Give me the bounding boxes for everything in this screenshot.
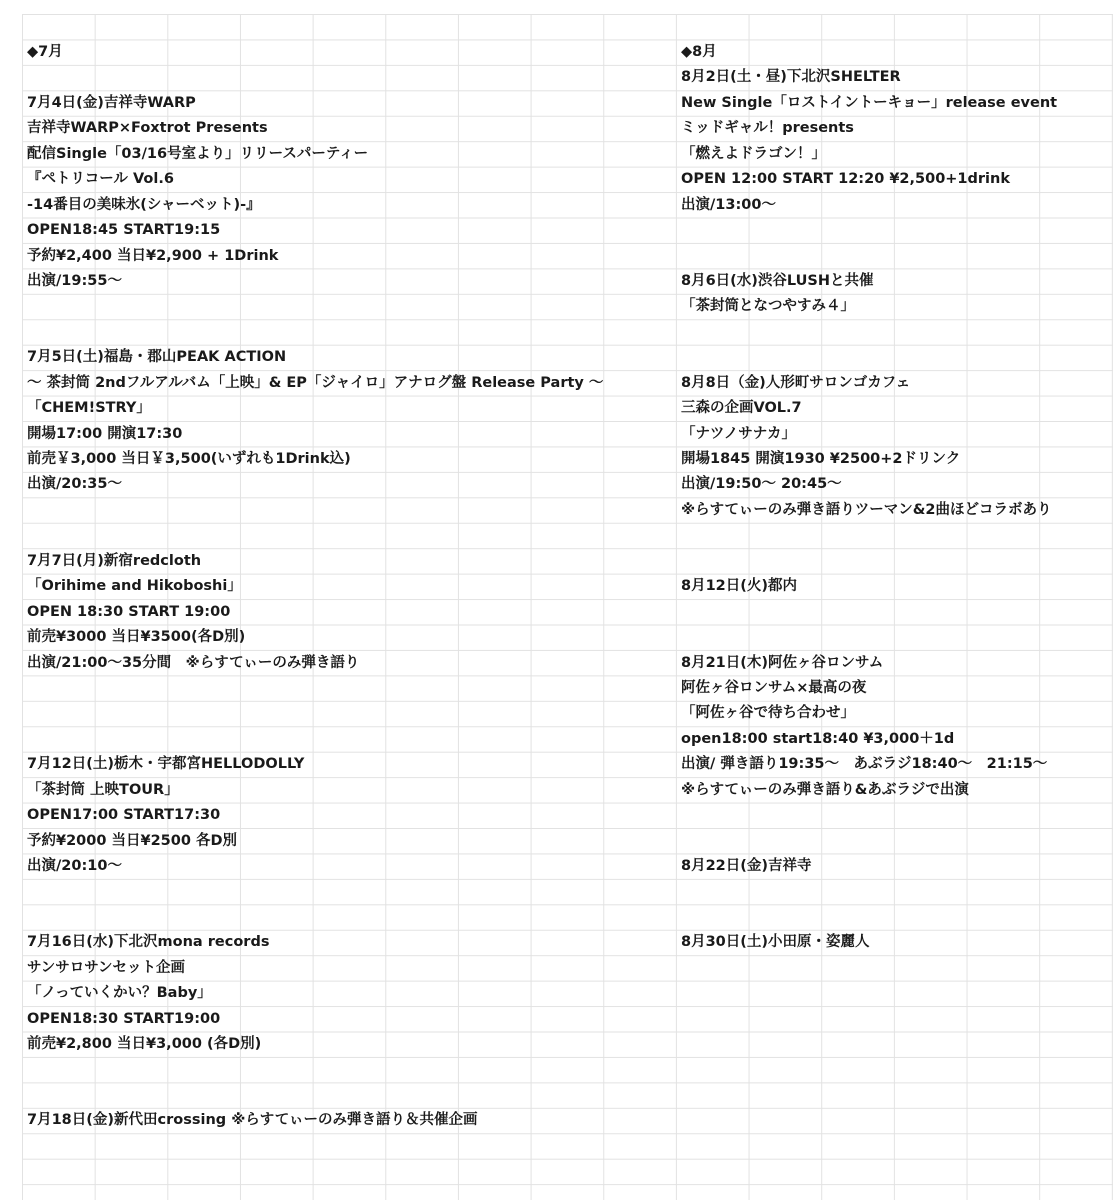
- august-line[interactable]: [681, 600, 1057, 625]
- august-line[interactable]: [681, 803, 1057, 828]
- july-line[interactable]: 前売¥2,800 当日¥3,000 (各D別): [27, 1036, 262, 1053]
- july-line[interactable]: 出演/20:35〜: [27, 476, 122, 493]
- august-line[interactable]: [681, 345, 1057, 370]
- july-line[interactable]: 7月5日(土)福島・郡山PEAK ACTION: [27, 349, 287, 366]
- august-line[interactable]: [681, 879, 1057, 904]
- august-line[interactable]: 8月6日(水)渋谷LUSHと共催: [681, 272, 874, 289]
- july-line[interactable]: 「ノっていくかい？Baby」: [27, 985, 212, 1002]
- august-line[interactable]: 「阿佐ヶ谷で待ち合わせ」: [681, 705, 855, 722]
- august-line[interactable]: 8月2日(土・昼)下北沢SHELTER: [681, 69, 901, 86]
- july-line[interactable]: 前売¥3000 当日¥3500(各D別): [27, 629, 246, 646]
- july-line[interactable]: -14番目の美味氷(シャーベット)-』: [27, 196, 261, 213]
- august-line[interactable]: [681, 320, 1057, 345]
- august-line[interactable]: 「茶封筒となつやすみ４」: [681, 298, 855, 315]
- august-line[interactable]: [681, 244, 1057, 269]
- july-line[interactable]: 配信Single「03/16号室より」リリースパーティー: [27, 145, 369, 162]
- july-line[interactable]: [27, 676, 603, 701]
- august-line[interactable]: [681, 625, 1057, 650]
- july-line[interactable]: OPEN18:45 START19:15: [27, 222, 221, 239]
- august-line[interactable]: 8月12日(火)都内: [681, 578, 798, 595]
- july-line[interactable]: 予約¥2000 当日¥2500 各D別: [27, 832, 238, 849]
- august-line[interactable]: ミッドギャル！presents: [681, 120, 854, 137]
- august-line[interactable]: 出演/ 弾き語り19:35〜 あぶラジ18:40〜 21:15〜: [681, 756, 1048, 773]
- july-line[interactable]: [27, 701, 603, 726]
- august-line[interactable]: [681, 523, 1057, 548]
- july-line[interactable]: [27, 65, 603, 90]
- july-line[interactable]: [27, 294, 603, 319]
- july-line[interactable]: 7月7日(月)新宿redcloth: [27, 552, 202, 569]
- july-schedule-column: [27, 40, 603, 1134]
- grid-left-margin: [0, 0, 22, 1200]
- august-line[interactable]: 「燃えよドラゴン！」: [681, 145, 826, 162]
- august-line[interactable]: ◆8月: [681, 44, 717, 60]
- grid-top-margin: [0, 0, 1115, 14]
- july-line[interactable]: [27, 905, 603, 930]
- july-line[interactable]: [27, 1058, 603, 1083]
- july-line[interactable]: 「茶封筒 上映TOUR」: [27, 781, 179, 798]
- july-line[interactable]: 7月18日(金)新代田crossing ※らすてぃーのみ弾き語り＆共催企画: [27, 1112, 478, 1129]
- august-schedule-column: [681, 40, 1057, 956]
- august-line[interactable]: ※らすてぃーのみ弾き語り&あぶラジで出演: [681, 781, 969, 798]
- july-line[interactable]: サンサロサンセット企画: [27, 959, 186, 976]
- july-line[interactable]: OPEN 18:30 START 19:00: [27, 603, 231, 620]
- july-line[interactable]: [27, 498, 603, 523]
- august-line[interactable]: open18:00 start18:40 ¥3,000＋1d: [681, 730, 955, 747]
- july-line[interactable]: OPEN18:30 START19:00: [27, 1010, 221, 1027]
- july-line[interactable]: [27, 320, 603, 345]
- july-line[interactable]: 出演/20:10〜: [27, 858, 122, 874]
- august-line[interactable]: [681, 549, 1057, 574]
- august-line[interactable]: 8月30日(土)小田原・姿麗人: [681, 934, 870, 951]
- august-line[interactable]: 8月21日(木)阿佐ヶ谷ロンサム: [681, 654, 884, 671]
- july-line[interactable]: 『ペトリコール Vol.6: [27, 171, 174, 188]
- july-line[interactable]: 〜 茶封筒 2ndフルアルバム「上映」& EP「ジャイロ」アナログ盤 Release Party 〜: [27, 374, 604, 391]
- august-line[interactable]: 8月8日（金)人形町サロンゴカフェ: [681, 374, 911, 391]
- july-line[interactable]: 7月4日(金)吉祥寺WARP: [27, 94, 196, 111]
- august-line[interactable]: [681, 905, 1057, 930]
- july-line[interactable]: 出演/19:55〜: [27, 272, 122, 289]
- july-line[interactable]: 予約¥2,400 当日¥2,900 + 1Drink: [27, 247, 279, 264]
- july-line[interactable]: [27, 727, 603, 752]
- july-line[interactable]: 開場17:00 開演17:30: [27, 425, 183, 442]
- august-line[interactable]: [681, 829, 1057, 854]
- july-line[interactable]: [27, 1083, 603, 1108]
- august-line[interactable]: 阿佐ヶ谷ロンサム×最高の夜: [681, 679, 867, 696]
- july-line[interactable]: [27, 879, 603, 904]
- july-line[interactable]: 7月16日(水)下北沢mona records: [27, 934, 270, 951]
- july-line[interactable]: 7月12日(土)栃木・宇都宮HELLODOLLY: [27, 756, 305, 773]
- august-line[interactable]: 「ナツノサナカ」: [681, 425, 796, 442]
- july-line[interactable]: 前売￥3,000 当日￥3,500(いずれも1Drink込): [27, 451, 351, 467]
- august-line[interactable]: 出演/13:00〜: [681, 196, 776, 213]
- august-line[interactable]: OPEN 12:00 START 12:20 ¥2,500+1drink: [681, 171, 1010, 188]
- july-line[interactable]: ◆7月: [27, 44, 63, 60]
- july-line[interactable]: OPEN17:00 START17:30: [27, 807, 221, 824]
- july-line[interactable]: 「CHEM!STRY」: [27, 400, 151, 417]
- august-line[interactable]: 出演/19:50〜 20:45〜: [681, 476, 842, 493]
- july-line[interactable]: [27, 523, 603, 548]
- august-line[interactable]: ※らすてぃーのみ弾き語りツーマン&2曲ほどコラボあり: [681, 501, 1052, 518]
- july-line[interactable]: 出演/21:00〜35分間 ※らすてぃーのみ弾き語り: [27, 654, 360, 671]
- august-line[interactable]: [681, 218, 1057, 243]
- august-line[interactable]: 8月22日(金)吉祥寺: [681, 858, 812, 874]
- august-line[interactable]: 三森の企画VOL.7: [681, 400, 802, 417]
- july-line[interactable]: 吉祥寺WARP×Foxtrot Presents: [27, 120, 268, 137]
- august-line[interactable]: New Single「ロストイントーキョー」release event: [681, 94, 1058, 111]
- july-line[interactable]: 「Orihime and Hikoboshi」: [27, 578, 242, 595]
- august-line[interactable]: 開場1845 開演1930 ¥2500+2ドリンク: [681, 451, 961, 467]
